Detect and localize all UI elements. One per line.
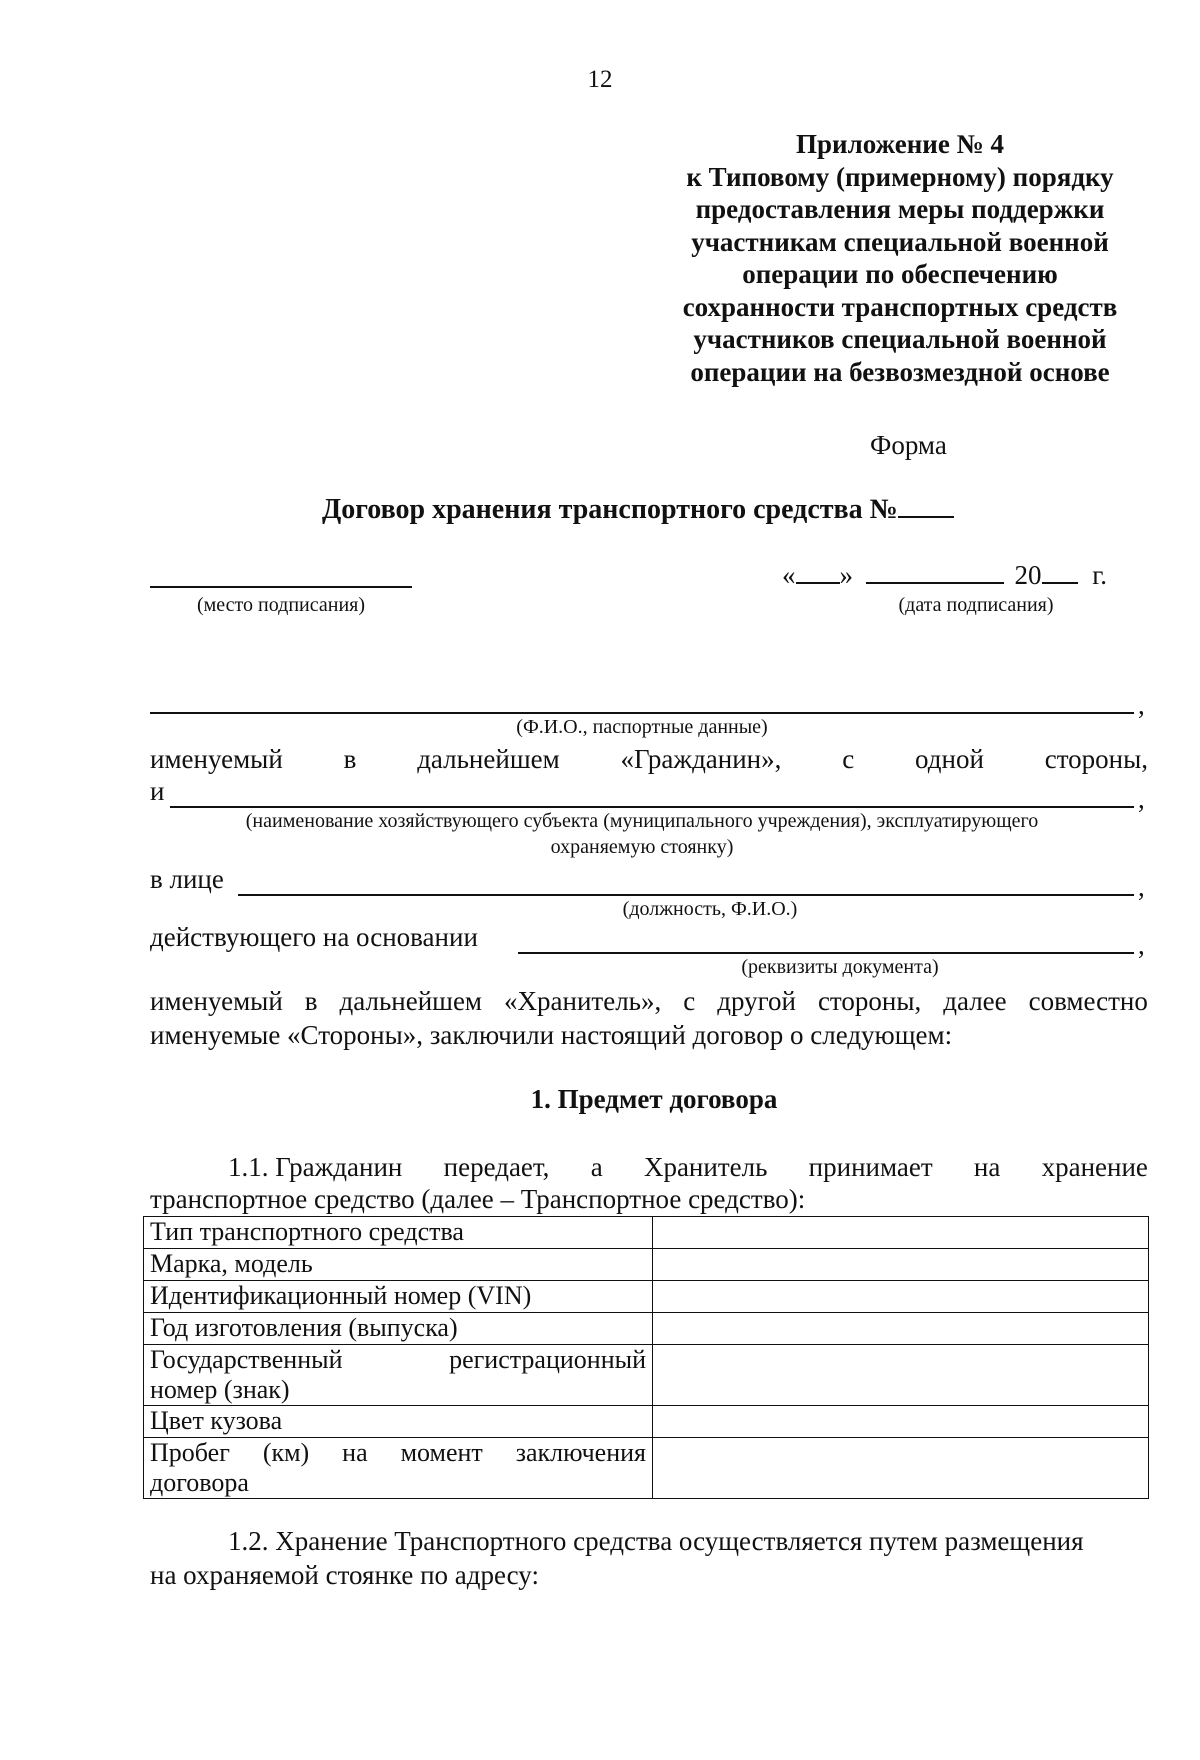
word: совместно xyxy=(1028,986,1148,1016)
word: стороны, xyxy=(1044,744,1148,774)
word: а xyxy=(590,1152,603,1182)
table-row xyxy=(144,1313,1149,1345)
close-quote: » xyxy=(839,560,853,590)
in-person-label: в лице xyxy=(150,864,224,894)
word: «Гражданин», xyxy=(620,744,782,774)
open-quote: « xyxy=(782,560,796,590)
word: «Хранитель», xyxy=(504,986,662,1016)
vin-label: Идентификационный номер (VIN) xyxy=(144,1281,653,1313)
mileage-label-line-2: договора xyxy=(150,1468,249,1497)
word: передает, xyxy=(443,1152,550,1182)
vehicle-table xyxy=(143,1216,1149,1499)
word: 1.1. Гражданин xyxy=(228,1152,403,1182)
basis-document-caption: (реквизиты документа) xyxy=(741,956,939,978)
table-row xyxy=(144,1406,1149,1438)
year-made-value[interactable] xyxy=(653,1313,1149,1345)
signing-date xyxy=(782,560,1107,591)
word: дальнейшем xyxy=(339,986,483,1016)
word: на xyxy=(342,1438,368,1467)
page-number: 12 xyxy=(587,66,613,93)
registration-number-label xyxy=(144,1345,653,1406)
appendix-heading xyxy=(650,128,1150,388)
appendix-line: предоставления меры поддержки xyxy=(695,194,1105,224)
word: хранение xyxy=(1041,1152,1148,1182)
and-word: и xyxy=(150,776,165,806)
entity-caption-line-2: охраняемую стоянку) xyxy=(550,836,734,858)
day-field[interactable] xyxy=(796,582,840,584)
form-label: Форма xyxy=(870,430,947,460)
word: в xyxy=(343,744,357,774)
appendix-line: операции по обеспечению xyxy=(742,259,1058,289)
month-field[interactable] xyxy=(866,582,1004,584)
word: именуемый xyxy=(150,986,283,1016)
clause-1-2-line-1: 1.2. Хранение Транспортного средства осуществляется путем размещения xyxy=(228,1526,1084,1556)
vehicle-type-label: Тип транспортного средства xyxy=(144,1217,653,1249)
citizen-fio-field[interactable] xyxy=(150,712,1134,714)
registration-label-line-2: номер (знак) xyxy=(150,1375,290,1404)
signing-date-caption: (дата подписания) xyxy=(898,594,1054,616)
entity-name-field[interactable] xyxy=(170,806,1134,808)
clause-1-1-line-2: транспортное средство (далее – Транспортное средство): xyxy=(150,1184,806,1214)
appendix-line: участников специальной военной xyxy=(693,324,1107,354)
position-caption: (должность, Ф.И.О.) xyxy=(622,898,798,920)
appendix-line: сохранности транспортных средств xyxy=(682,291,1118,322)
table-row xyxy=(144,1345,1149,1406)
word: (км) xyxy=(262,1438,310,1467)
word: стороны, xyxy=(817,986,922,1016)
mileage-label-line-1 xyxy=(150,1438,646,1468)
word: другой xyxy=(717,986,796,1016)
vin-value[interactable] xyxy=(653,1281,1149,1313)
appendix-line: операции на безвозмездной основе xyxy=(690,356,1110,387)
section-1-title: 1. Предмет договора xyxy=(530,1084,778,1114)
contract-title-text: Договор хранения транспортного средства № xyxy=(322,494,898,525)
position-fio-field[interactable] xyxy=(238,894,1134,896)
word: Хранитель xyxy=(643,1152,768,1182)
basis-comma: , xyxy=(1138,930,1145,960)
word: одной xyxy=(915,744,984,774)
year-prefix: 20 xyxy=(1014,560,1042,590)
table-row xyxy=(144,1281,1149,1313)
table-row xyxy=(144,1217,1149,1249)
appendix-line: участникам специальной военной xyxy=(691,226,1109,257)
acting-basis-label: действующего на основании xyxy=(150,922,478,952)
word: в xyxy=(304,986,318,1016)
registration-label-line-1 xyxy=(150,1345,646,1375)
clause-1-1-line-1 xyxy=(228,1152,1148,1183)
word: принимает xyxy=(808,1152,933,1182)
keeper-line-2: именуемые «Стороны», заключили настоящий договор о следующем: xyxy=(150,1020,953,1050)
word: с xyxy=(683,986,696,1016)
word: Пробег xyxy=(150,1438,230,1467)
contract-number-field[interactable] xyxy=(898,516,954,518)
keeper-line-1 xyxy=(150,986,1148,1017)
year-suffix: г. xyxy=(1092,560,1108,590)
mileage-label xyxy=(144,1438,653,1499)
word: с xyxy=(842,744,855,774)
make-model-label: Марка, модель xyxy=(144,1249,653,1281)
basis-document-field[interactable] xyxy=(518,952,1134,954)
position-comma: , xyxy=(1138,872,1145,902)
clause-1-2-line-2: на охраняемой стоянке по адресу: xyxy=(150,1560,539,1590)
registration-number-value[interactable] xyxy=(653,1345,1149,1406)
appendix-line: Приложение № 4 xyxy=(796,129,1004,159)
contract-title xyxy=(322,494,954,526)
signing-place-field[interactable] xyxy=(150,586,412,588)
appendix-line: к Типовому (примерному) порядку xyxy=(686,161,1114,192)
word: далее xyxy=(943,986,1007,1016)
word: момент xyxy=(400,1438,483,1467)
make-model-value[interactable] xyxy=(653,1249,1149,1281)
word: на xyxy=(973,1152,1001,1182)
word: заключения xyxy=(515,1438,646,1467)
fio-caption: (Ф.И.О., паспортные данные) xyxy=(516,716,768,738)
word: дальнейшем xyxy=(417,744,560,774)
table-row xyxy=(144,1249,1149,1281)
citizen-named-line xyxy=(150,744,1148,775)
vehicle-type-value[interactable] xyxy=(653,1217,1149,1249)
year-made-label: Год изготовления (выпуска) xyxy=(144,1313,653,1345)
entity-caption-line-1: (наименование хозяйствующего субъекта (муниципального учреждения), эксплуатирующего xyxy=(245,810,1039,832)
word: регистрационный xyxy=(449,1345,646,1374)
mileage-value[interactable] xyxy=(653,1438,1149,1499)
table-row xyxy=(144,1438,1149,1499)
fio-comma: , xyxy=(1138,690,1145,720)
body-color-value[interactable] xyxy=(653,1406,1149,1438)
year-field[interactable] xyxy=(1042,582,1078,584)
word: Государственный xyxy=(150,1345,343,1374)
signing-place-caption: (место подписания) xyxy=(196,594,366,616)
word: именуемый xyxy=(150,744,283,774)
body-color-label: Цвет кузова xyxy=(144,1406,653,1438)
entity-comma: , xyxy=(1138,784,1145,814)
